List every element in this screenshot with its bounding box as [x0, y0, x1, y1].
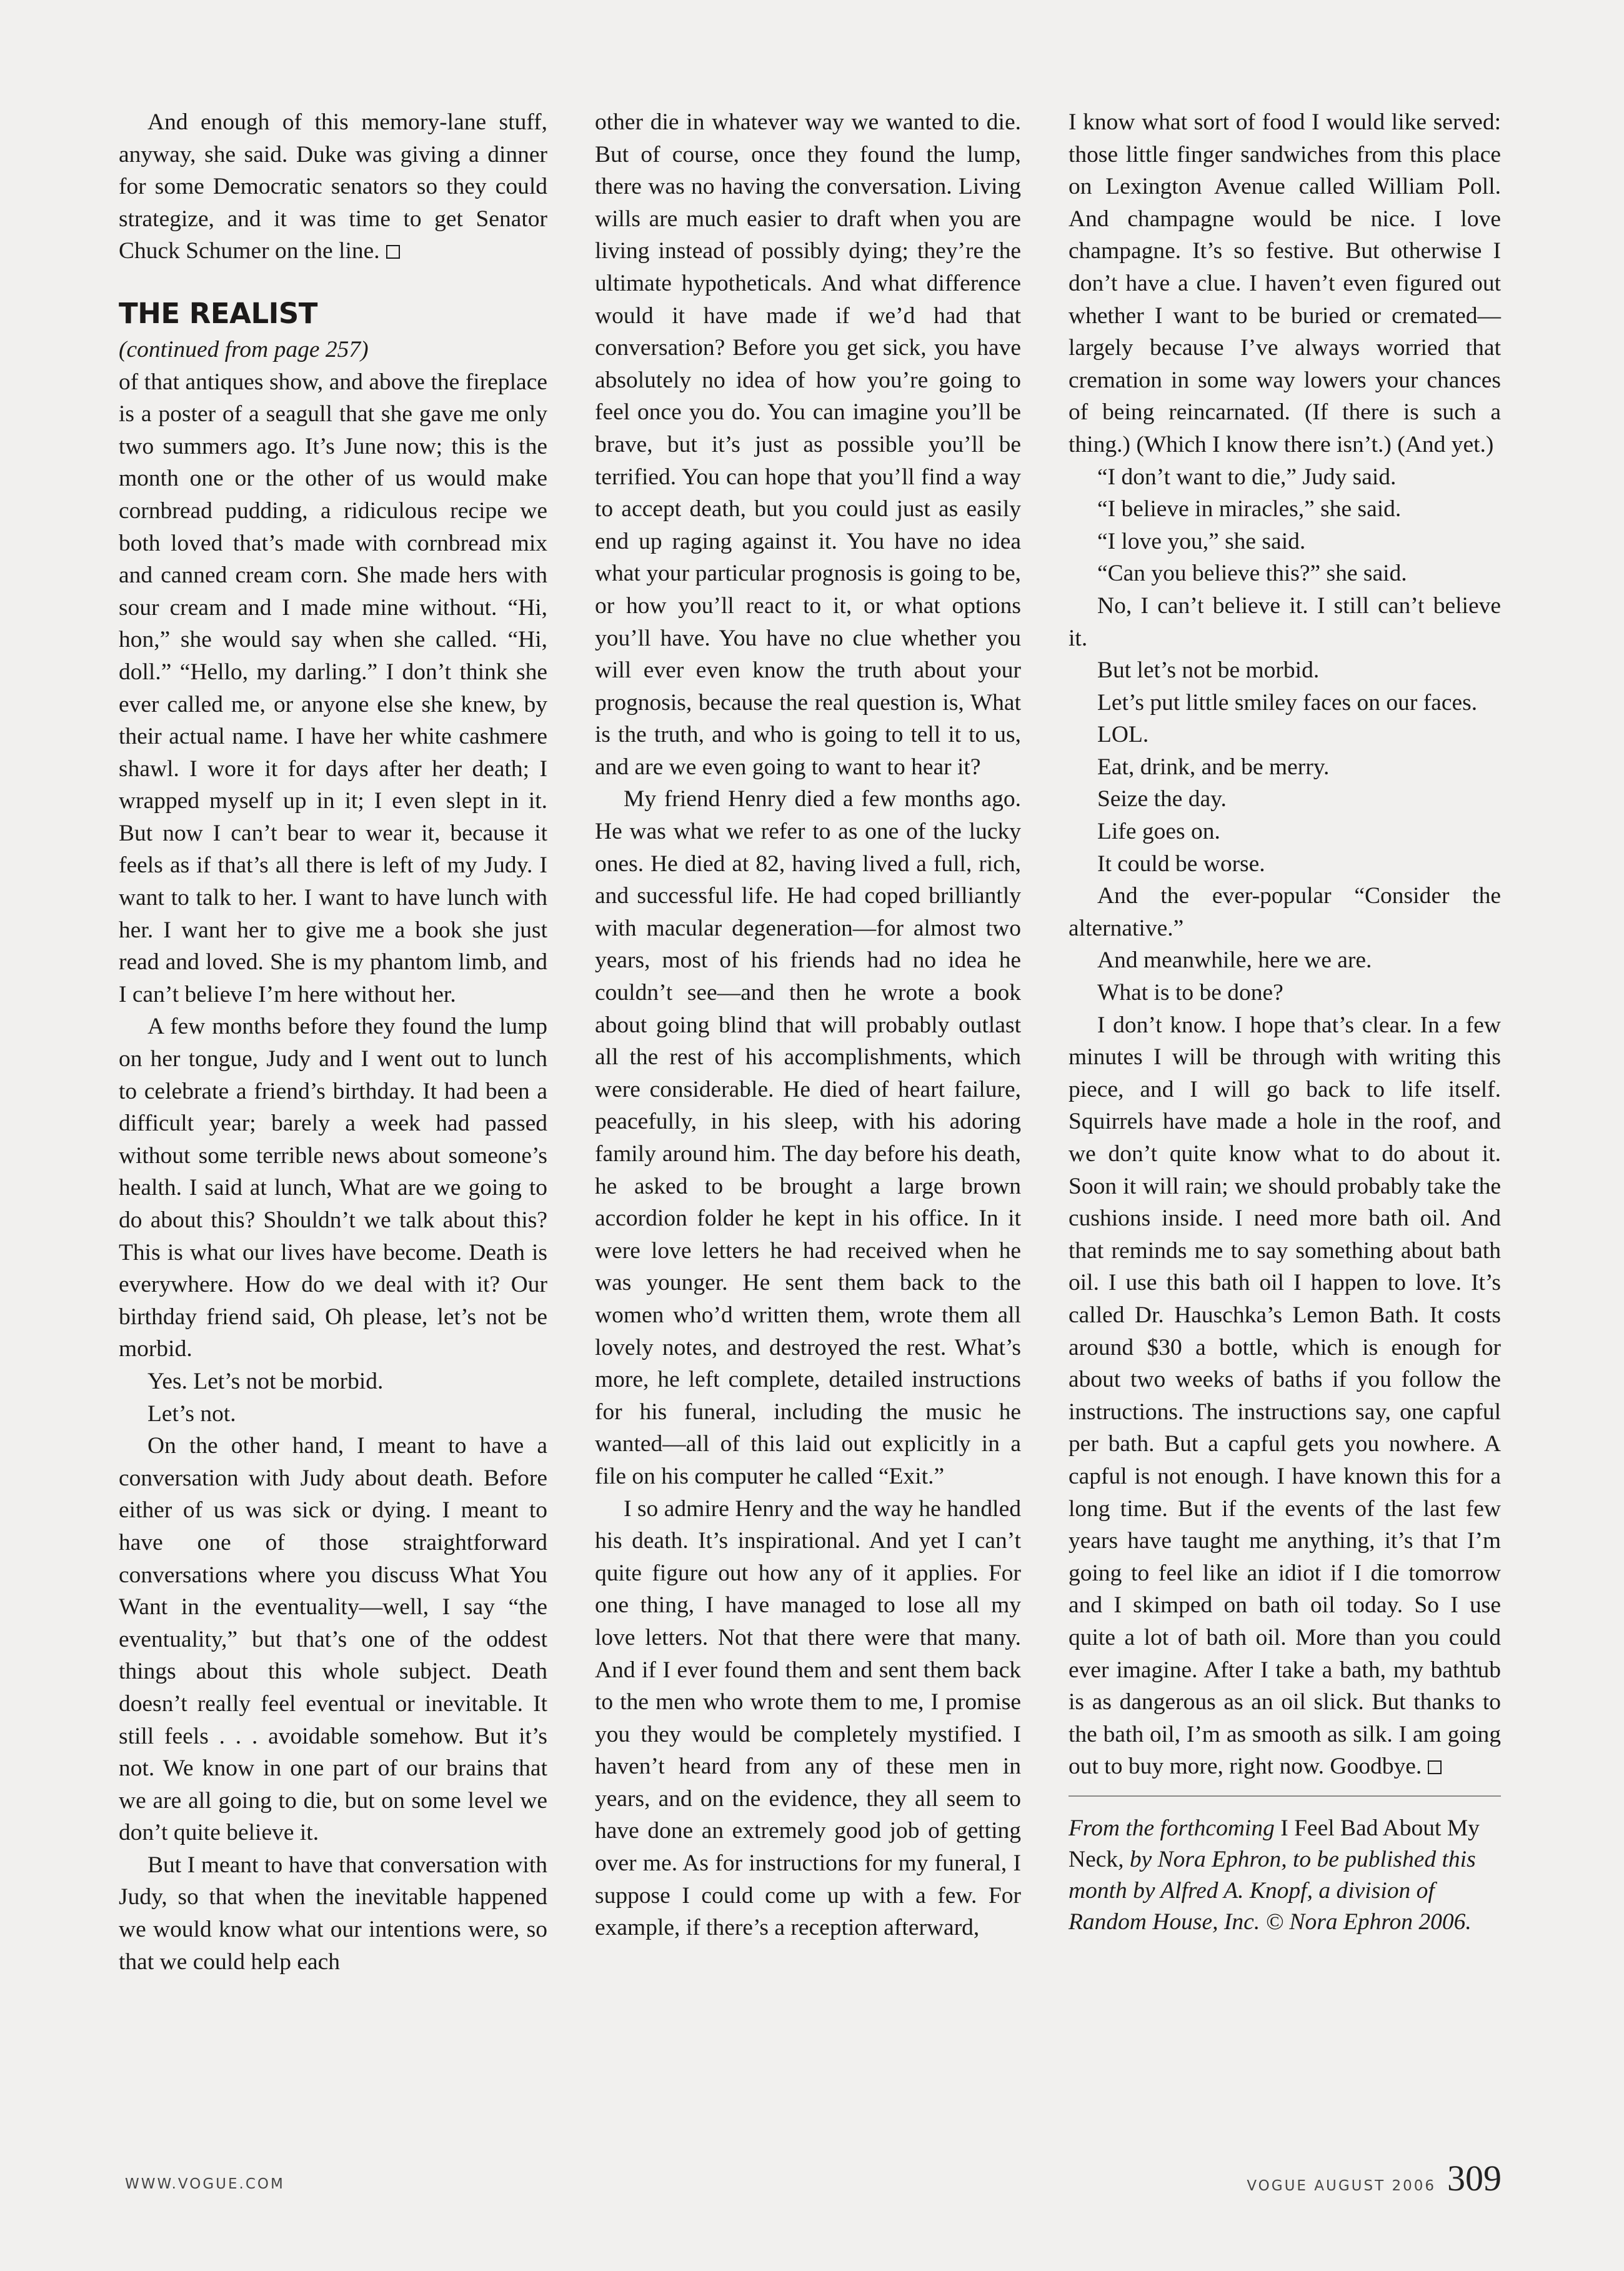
paragraph: “Can you believe this?” she said.	[1097, 561, 1407, 587]
column-3	[1069, 106, 1501, 1938]
divider-rule	[1069, 1795, 1501, 1797]
footer-website: WWW.VOGUE.COM	[125, 2176, 285, 2192]
paragraph: Let’s put little smiley faces on our faces.	[1097, 689, 1478, 716]
paragraph: But let’s not be morbid.	[1097, 657, 1320, 684]
paragraph: of that antiques show, and above the fireplace is a poster of a seagull that she gave me only two summers ago. It’s June now; this is the month one or the other of us would make cornbread pudding, a ridiculous recipe we both loved that’s made with cornbread mix and canned cream corn. She made hers with sour cream and I made mine without. “Hi, hon,” she would say when she called. “Hi, doll.” “Hello, my darling.” I don’t think she ever called me, or anyone else she knew, by their actual name. I have her white cashmere shawl. I wore it for days after her death; I wrapped myself up in it; I even slept in it. But now I can’t bear to wear it, because it feels as if that’s all there is left of my Judy. I want to talk to her. I want to have lunch with her. I want her to give me a book she just read and loved. She is my phantom limb, and I can’t believe I’m here without her.	[119, 369, 547, 1007]
paragraph: Seize the day.	[1097, 786, 1227, 812]
column-2	[595, 106, 1021, 1944]
end-mark-icon	[1428, 1760, 1442, 1774]
paragraph: Life goes on.	[1097, 819, 1220, 845]
continued-line: (continued from page 257)	[119, 336, 369, 362]
section-heading: THE REALIST	[119, 296, 318, 330]
book-title: I Feel Bad About My Neck	[1069, 1815, 1480, 1872]
final-paragraph: I don’t know. I hope that’s clear. In a few minutes I will be through with writing this piece, and I will go back to life itself. Squirrels have made a hole in the roof, and we don’t quite know what to do about it. Soon it will rain; we should probably take the cushions inside. I need more bath oil. And that reminds me to say something about bath oil. I use this bath oil I happen to love. It’s called Dr. Hauschka’s Lemon Bath. It costs around $30 a bottle, which is enough for about two weeks of baths if you follow the instructions. The instructions say, one capful per bath. But a capful gets you nowhere. A capful is not enough. I have known this for a long time. But if the events of the last few years have taught me anything, it’s that I’m going to feel like an idiot if I die tomorrow and I skimped on bath oil today. So I use quite a lot of bath oil. More than you could ever imagine. After I take a bath, my bathtub is as dangerous as an oil slick. But thanks to the bath oil, I’m as smooth as silk. I am going out to buy more, right now. Goodbye.	[1069, 1012, 1501, 1780]
paragraph: A few months before they found the lump on her tongue, Judy and I went out to lunch to celebrate a friend’s birthday. It had been a difficult year; barely a week had passed without some terrible news about someone’s health. I said at lunch, What are we going to do about this? Shouldn’t we talk about this? This is what our lives have become. Death is everywhere. How do we deal with it? Our birthday friend said, Oh please, let’s not be morbid.	[119, 1014, 547, 1362]
paragraph: On the other hand, I meant to have a conversation with Judy about death. Before either of us was sick or dying. I meant to have one of those straightforward conversations where you discuss What You Want in the eventuality—well, I say “the eventuality,” but that’s one of the oddest things about this whole subject. Death doesn’t really feel eventual or inevitable. It still feels . . . avoidable somehow. But it’s not. We know in one part of our brains that we are all going to die, but on some level we don’t quite believe it.	[119, 1433, 547, 1846]
story-ending: And enough of this memory-lane stuff, anyway, she said. Duke was giving a dinner for some Democratic senators so they could strategize, and it was time to get Senator Chuck Schumer on the line.	[119, 109, 547, 264]
paragraph: I know what sort of food I would like served: those little finger sandwiches from this place on Lexington Avenue called William Poll. And champagne would be nice. I love champagne. It’s so festive. But otherwise I don’t have a clue. I haven’t even figured out whether I want to be buried or cremated—largely because I’ve always worried that cremation in some way lowers your chances of being reincarnated. (If there is such a thing.) (Which I know there isn’t.) (And yet.)	[1069, 109, 1501, 457]
paragraph: other die in whatever way we wanted to die. But of course, once they found the lump, there was no having the conversation. Living wills are much easier to draft when you are living instead of possibly dying; they’re the ultimate hypotheticals. And what difference would it have made if we’d had that conversation? Before you get sick, you have absolutely no idea of how you’re going to feel once you do. You can imagine you’ll be brave, but it’s just as possible you’ll be terrified. You can hope that you’ll find a way to accept death, but you could just as easily end up raging against it. You have no idea what your particular prognosis is going to be, or how you’ll react to it, or what options you’ll have. You have no clue whether you will ever even know the truth about your prognosis, because the real question is, What is the truth, and who is going to tell it to us, and are we even going to want to hear it?	[595, 109, 1021, 780]
issue-label: VOGUE AUGUST 2006	[1247, 2178, 1436, 2194]
paragraph: “I don’t want to die,” Judy said.	[1097, 464, 1397, 490]
paragraph: My friend Henry died a few months ago. He was what we refer to as one of the lucky ones. He died at 82, having lived a full, rich, and successful life. He had coped brilliantly with macular degeneration—for almost two years, most of his friends had no idea he couldn’t see—and then he wrote a book about going blind that will probably outlast all the rest of his accomplishments, which were considerable. He died of heart failure, peacefully, in his sleep, with his adoring family around him. The day before his death, he asked to be brought a large brown accordion folder he kept in his office. In it were love letters he had received when he was younger. He sent them back to the women who’d written them, wrote them all lovely notes, and destroyed the rest. What’s more, he left complete, detailed instructions for his funeral, including the music he wanted—all of this laid out explicitly in a file on his computer he called “Exit.”	[595, 786, 1021, 1489]
paragraph: LOL.	[1097, 722, 1149, 748]
paragraph: No, I can’t believe it. I still can’t believe it.	[1069, 592, 1501, 651]
page-number: 309	[1447, 2158, 1502, 2199]
paragraph: Let’s not.	[147, 1400, 236, 1427]
paragraph: Eat, drink, and be merry.	[1097, 754, 1330, 780]
paragraph: “I believe in miracles,” she said.	[1097, 496, 1402, 522]
end-mark-icon	[386, 245, 400, 259]
paragraph: And the ever-popular “Consider the alternative.”	[1069, 883, 1501, 941]
paragraph: What is to be done?	[1097, 980, 1283, 1006]
paragraph: I so admire Henry and the way he handled his death. It’s inspirational. And yet I can’t quite figure out how any of it applies. For one thing, I have managed to lose all my love letters. Not that there were that many. And if I ever found them and sent them back to the men who wrote them to me, I promise you they would be completely mystified. I haven’t heard from any of these men in years, and on the evidence, they all seem to have done an extremely good job of getting over me. As for instructions for my funeral, I suppose I could come up with a few. For example, if there’s a reception afterward,	[595, 1495, 1021, 1941]
footer-folio	[1247, 2157, 1502, 2199]
paragraph: It could be worse.	[1097, 851, 1265, 877]
paragraph: Yes. Let’s not be morbid.	[147, 1368, 384, 1394]
paragraph: And meanwhile, here we are.	[1097, 947, 1372, 974]
paragraph: “I love you,” she said.	[1097, 528, 1306, 554]
column-1	[119, 106, 547, 1978]
book-credit: From the forthcoming I Feel Bad About My Neck, by Nora Ephron, to be published this month by Alfred A. Knopf, a division of Random House, Inc. © Nora Ephron 2006.	[1069, 1815, 1480, 1935]
paragraph: But I meant to have that conversation with Judy, so that when the inevitable happened we would know what our intentions were, so that we could help each	[119, 1852, 547, 1975]
